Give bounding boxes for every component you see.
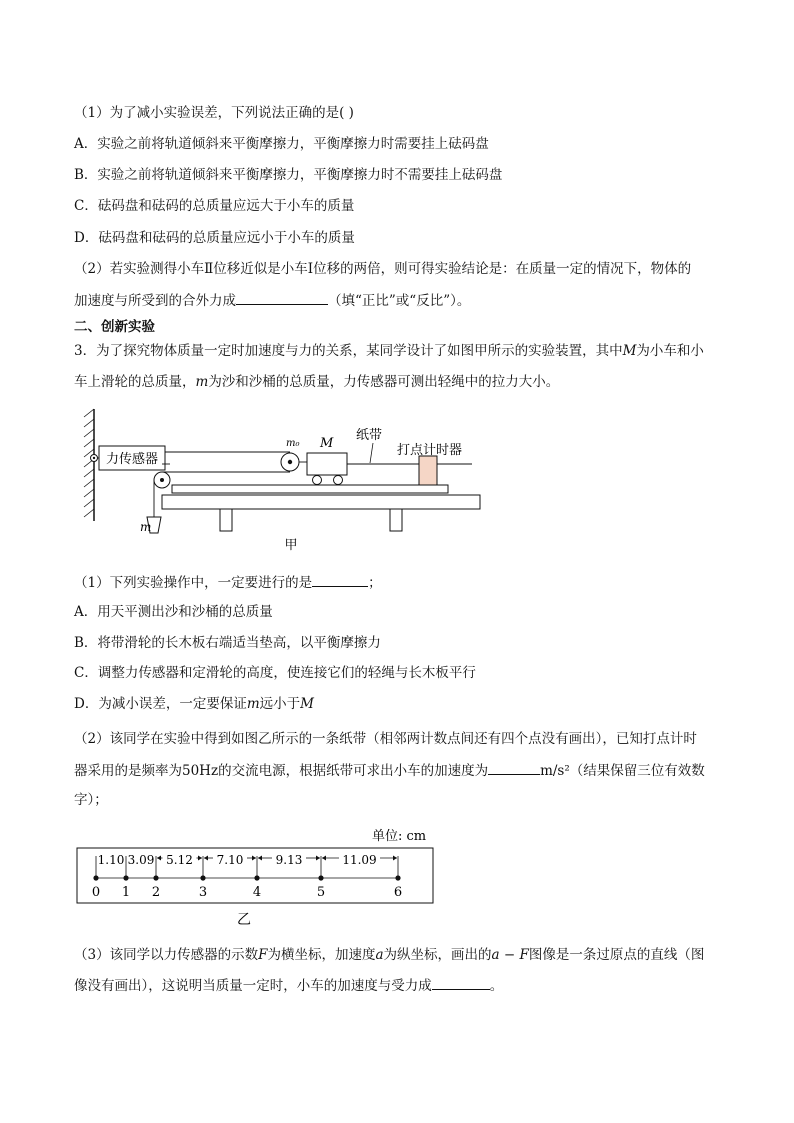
q3-text: （结果保留三位有效数: [569, 763, 705, 779]
q3-sub1: [74, 573, 382, 592]
var-F: F: [258, 947, 268, 963]
track: [172, 485, 448, 493]
timer-box: [419, 456, 437, 485]
tape-point: [254, 875, 259, 880]
section-heading: 二、创新实验: [74, 319, 155, 335]
tape-label: 纸带: [356, 428, 383, 443]
option-b: B．实验之前将轨道倾斜来平衡摩擦力，平衡摩擦力时不需要挂上砝码盘: [74, 167, 503, 183]
tape-point: [93, 875, 98, 880]
q3-line1: [74, 342, 704, 360]
var-m: m: [195, 374, 209, 390]
segment-label: 9.13: [275, 853, 303, 867]
point-label: 1: [121, 885, 131, 900]
question-intro: （1）为了减小实验误差，下列说法正确的是( ): [74, 105, 354, 121]
answer-blank[interactable]: [236, 291, 328, 305]
answer-blank[interactable]: [312, 573, 368, 587]
q3-text: 远小于: [259, 696, 301, 712]
q3-text: 像没有画出），这说明当质量一定时，小车的加速度与受力成: [74, 978, 432, 994]
var-M: M: [622, 343, 637, 359]
sub2-text-a: 加速度与所受到的合外力成: [74, 293, 236, 309]
table-leg: [220, 509, 232, 531]
answer-blank[interactable]: [488, 761, 540, 775]
sub2-line1: （2）若实验测得小车Ⅱ位移近似是小车Ⅰ位移的两倍，则可得实验结论是：在质量一定的情况下，物体的: [74, 261, 692, 277]
table-leg: [390, 509, 402, 531]
unit-label: m/s²: [540, 763, 570, 779]
car-wheel: [313, 476, 322, 485]
timer-label: 打点计时器: [397, 443, 463, 458]
q3-text: 为小车和小: [636, 343, 704, 359]
point-label: 6: [393, 885, 403, 900]
answer-blank[interactable]: [432, 976, 490, 990]
var-a: a: [375, 947, 384, 963]
segment-label: 7.10: [216, 853, 244, 867]
option-d: D．砝码盘和砝码的总质量应远小于小车的质量: [74, 230, 355, 246]
q3-text: （1）下列实验操作中，一定要进行的是: [74, 575, 313, 591]
point-label: 3: [198, 885, 208, 900]
point-label: 2: [151, 885, 161, 900]
var-m: m: [246, 696, 260, 712]
q3-opt-b: B．将带滑轮的长木板右端适当垫高，以平衡摩擦力: [74, 635, 381, 651]
point-label: 5: [316, 885, 326, 900]
unit-label: 单位: cm: [372, 829, 427, 844]
q3-line2: [74, 373, 559, 391]
tape-point: [200, 875, 205, 880]
tape-figure: [76, 826, 436, 930]
option-c: C．砝码盘和砝码的总质量应远大于小车的质量: [74, 198, 355, 214]
tape-point: [153, 875, 158, 880]
point-label: 4: [252, 885, 262, 900]
q3-text: 为横坐标，加速度: [267, 947, 376, 963]
q3-text: （3）该同学以力传感器的示数: [74, 947, 259, 963]
q3-text: 3．为了探究物体质量一定时加速度与力的关系，某同学设计了如图甲所示的实验装置，其中: [74, 343, 623, 359]
apparatus-figure: [70, 403, 490, 553]
segment-label: 5.12: [166, 853, 193, 867]
q3-text: 。: [489, 978, 504, 994]
car-body: [307, 453, 347, 475]
segment-label: 11.09: [342, 853, 377, 867]
q3-opt-a: A．用天平测出沙和沙桶的总质量: [74, 604, 273, 620]
q3-sub2-line3: 字）；: [74, 792, 108, 808]
segment-label: 1.10: [97, 853, 125, 867]
q3-opt-c: C．调整力传感器和定滑轮的高度，使连接它们的轻绳与长木板平行: [74, 665, 476, 681]
q3-sub2-line1: （2）该同学在实验中得到如图乙所示的一条纸带（相邻两计数点间还有四个点没有画出），已知打点计时: [74, 731, 697, 747]
sub2-text-b: （填“正比”或“反比”）。: [328, 293, 471, 309]
M-label: M: [320, 436, 334, 451]
option-a: A．实验之前将轨道倾斜来平衡摩擦力，平衡摩擦力时需要挂上砝码盘: [74, 136, 489, 152]
tape-point: [318, 875, 323, 880]
car-wheel: [334, 476, 343, 485]
figure-caption: 甲: [284, 538, 298, 553]
q3-text: ；: [368, 575, 382, 591]
sensor-label: 力传感器: [105, 452, 159, 467]
var-M: M: [300, 696, 314, 712]
tape-point: [395, 875, 400, 880]
m0-label: m₀: [286, 438, 300, 449]
tape-point: [123, 875, 128, 880]
var-aF: a − F: [491, 947, 529, 963]
q3-text: 为沙和沙桶的总质量，力传感器可测出轻绳中的拉力大小。: [208, 374, 560, 390]
segment-label: 3.09: [127, 853, 155, 867]
q3-text: 器采用的是频率为50Hz的交流电源，根据纸带可求出小车的加速度为: [74, 763, 489, 779]
q3-opt-d: [74, 695, 314, 713]
q3-text: 车上滑轮的总质量，: [74, 374, 196, 390]
bucket-label: m: [140, 520, 152, 534]
q3-sub3-line2: [74, 976, 503, 995]
q3-text: 图像是一条过原点的直线（图: [528, 947, 705, 963]
point-label: 0: [91, 885, 101, 900]
table-top: [162, 495, 480, 509]
q3-text: D．为减小误差，一定要保证: [74, 696, 247, 712]
q3-sub2-line2: [74, 761, 705, 780]
sub2-line2: [74, 291, 470, 310]
q3-sub3-line1: [74, 946, 704, 964]
q3-text: 为纵坐标，画出的: [383, 947, 492, 963]
wall-hatch: [84, 409, 94, 517]
figure-caption: 乙: [237, 912, 251, 928]
